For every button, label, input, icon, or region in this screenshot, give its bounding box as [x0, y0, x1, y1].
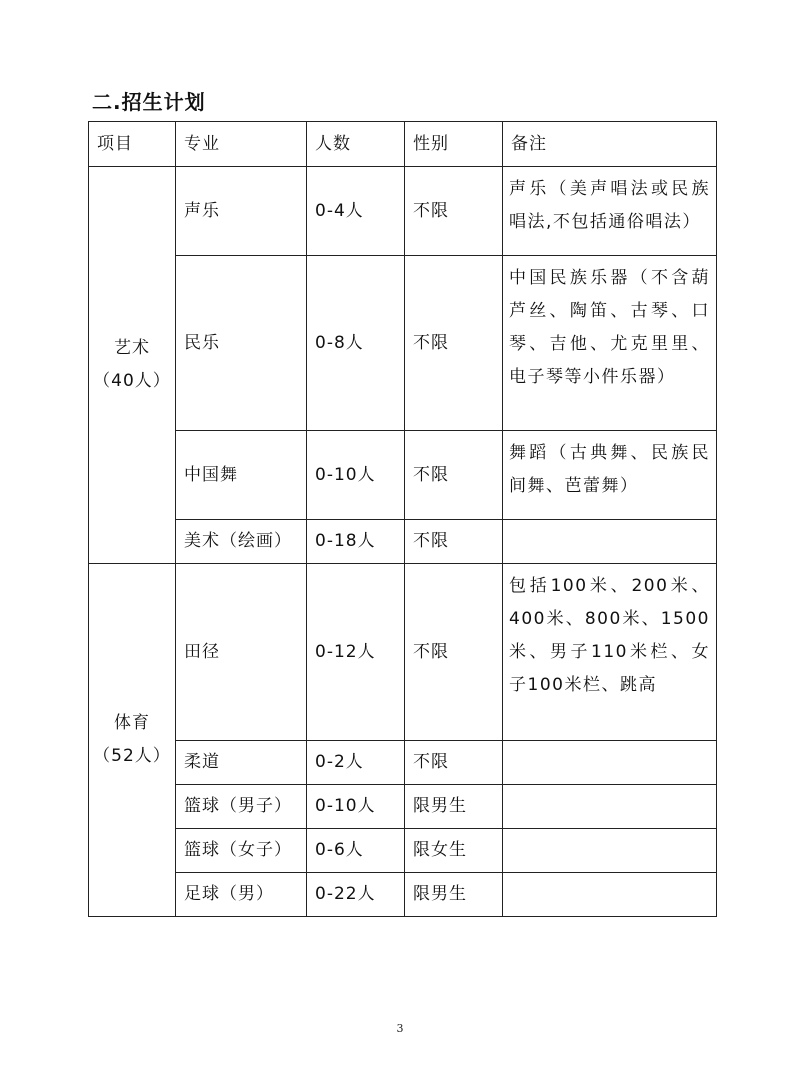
quota-cell: 0-8人 — [307, 256, 405, 431]
category-name: 体育 — [114, 713, 150, 733]
major-cell: 声乐 — [176, 167, 307, 256]
major-cell: 美术（绘画） — [176, 520, 307, 564]
gender-cell: 不限 — [405, 256, 503, 431]
gender-cell: 不限 — [405, 520, 503, 564]
major-cell: 篮球（男子） — [176, 785, 307, 829]
table-header-row — [89, 122, 717, 167]
page-number: 3 — [396, 1022, 404, 1035]
gender-cell: 限男生 — [405, 873, 503, 917]
major-cell: 民乐 — [176, 256, 307, 431]
table-row — [89, 564, 717, 741]
quota-cell: 0-18人 — [307, 520, 405, 564]
note-cell — [503, 520, 717, 564]
quota-cell: 0-6人 — [307, 829, 405, 873]
quota-cell: 0-2人 — [307, 741, 405, 785]
major-cell: 足球（男） — [176, 873, 307, 917]
table-row — [89, 520, 717, 564]
enrollment-plan-table — [88, 121, 717, 917]
note-cell — [503, 829, 717, 873]
gender-cell: 限男生 — [405, 785, 503, 829]
quota-cell: 0-10人 — [307, 431, 405, 520]
header-gender: 性别 — [405, 122, 503, 167]
table-row — [89, 256, 717, 431]
major-cell: 柔道 — [176, 741, 307, 785]
quota-cell: 0-4人 — [307, 167, 405, 256]
quota-cell: 0-10人 — [307, 785, 405, 829]
table-row — [89, 431, 717, 520]
table-row — [89, 873, 717, 917]
table-row — [89, 829, 717, 873]
category-count: （40人） — [93, 371, 171, 391]
note-cell: 中国民族乐器（不含葫芦丝、陶笛、古琴、口琴、吉他、尤克里里、电子琴等小件乐器） — [503, 256, 717, 431]
gender-cell: 不限 — [405, 167, 503, 256]
note-cell — [503, 785, 717, 829]
section-title: 二.招生计划 — [92, 90, 206, 114]
header-note: 备注 — [503, 122, 717, 167]
major-cell: 中国舞 — [176, 431, 307, 520]
note-cell: 声乐（美声唱法或民族唱法,不包括通俗唱法） — [503, 167, 717, 256]
gender-cell: 不限 — [405, 741, 503, 785]
quota-cell: 0-12人 — [307, 564, 405, 741]
quota-cell: 0-22人 — [307, 873, 405, 917]
major-cell: 田径 — [176, 564, 307, 741]
major-cell: 篮球（女子） — [176, 829, 307, 873]
gender-cell: 不限 — [405, 431, 503, 520]
table-row — [89, 167, 717, 256]
category-cell-art — [89, 167, 176, 564]
header-major: 专业 — [176, 122, 307, 167]
category-cell-sports — [89, 564, 176, 917]
table-row — [89, 741, 717, 785]
table-row — [89, 785, 717, 829]
header-category: 项目 — [89, 122, 176, 167]
category-name: 艺术 — [114, 338, 150, 358]
note-cell — [503, 873, 717, 917]
note-cell: 包括100米、200米、400米、800米、1500米、男子110米栏、女子100米栏、跳高 — [503, 564, 717, 741]
note-cell — [503, 741, 717, 785]
category-count: （52人） — [93, 746, 171, 766]
gender-cell: 不限 — [405, 564, 503, 741]
gender-cell: 限女生 — [405, 829, 503, 873]
header-quota: 人数 — [307, 122, 405, 167]
note-cell: 舞蹈（古典舞、民族民间舞、芭蕾舞） — [503, 431, 717, 520]
